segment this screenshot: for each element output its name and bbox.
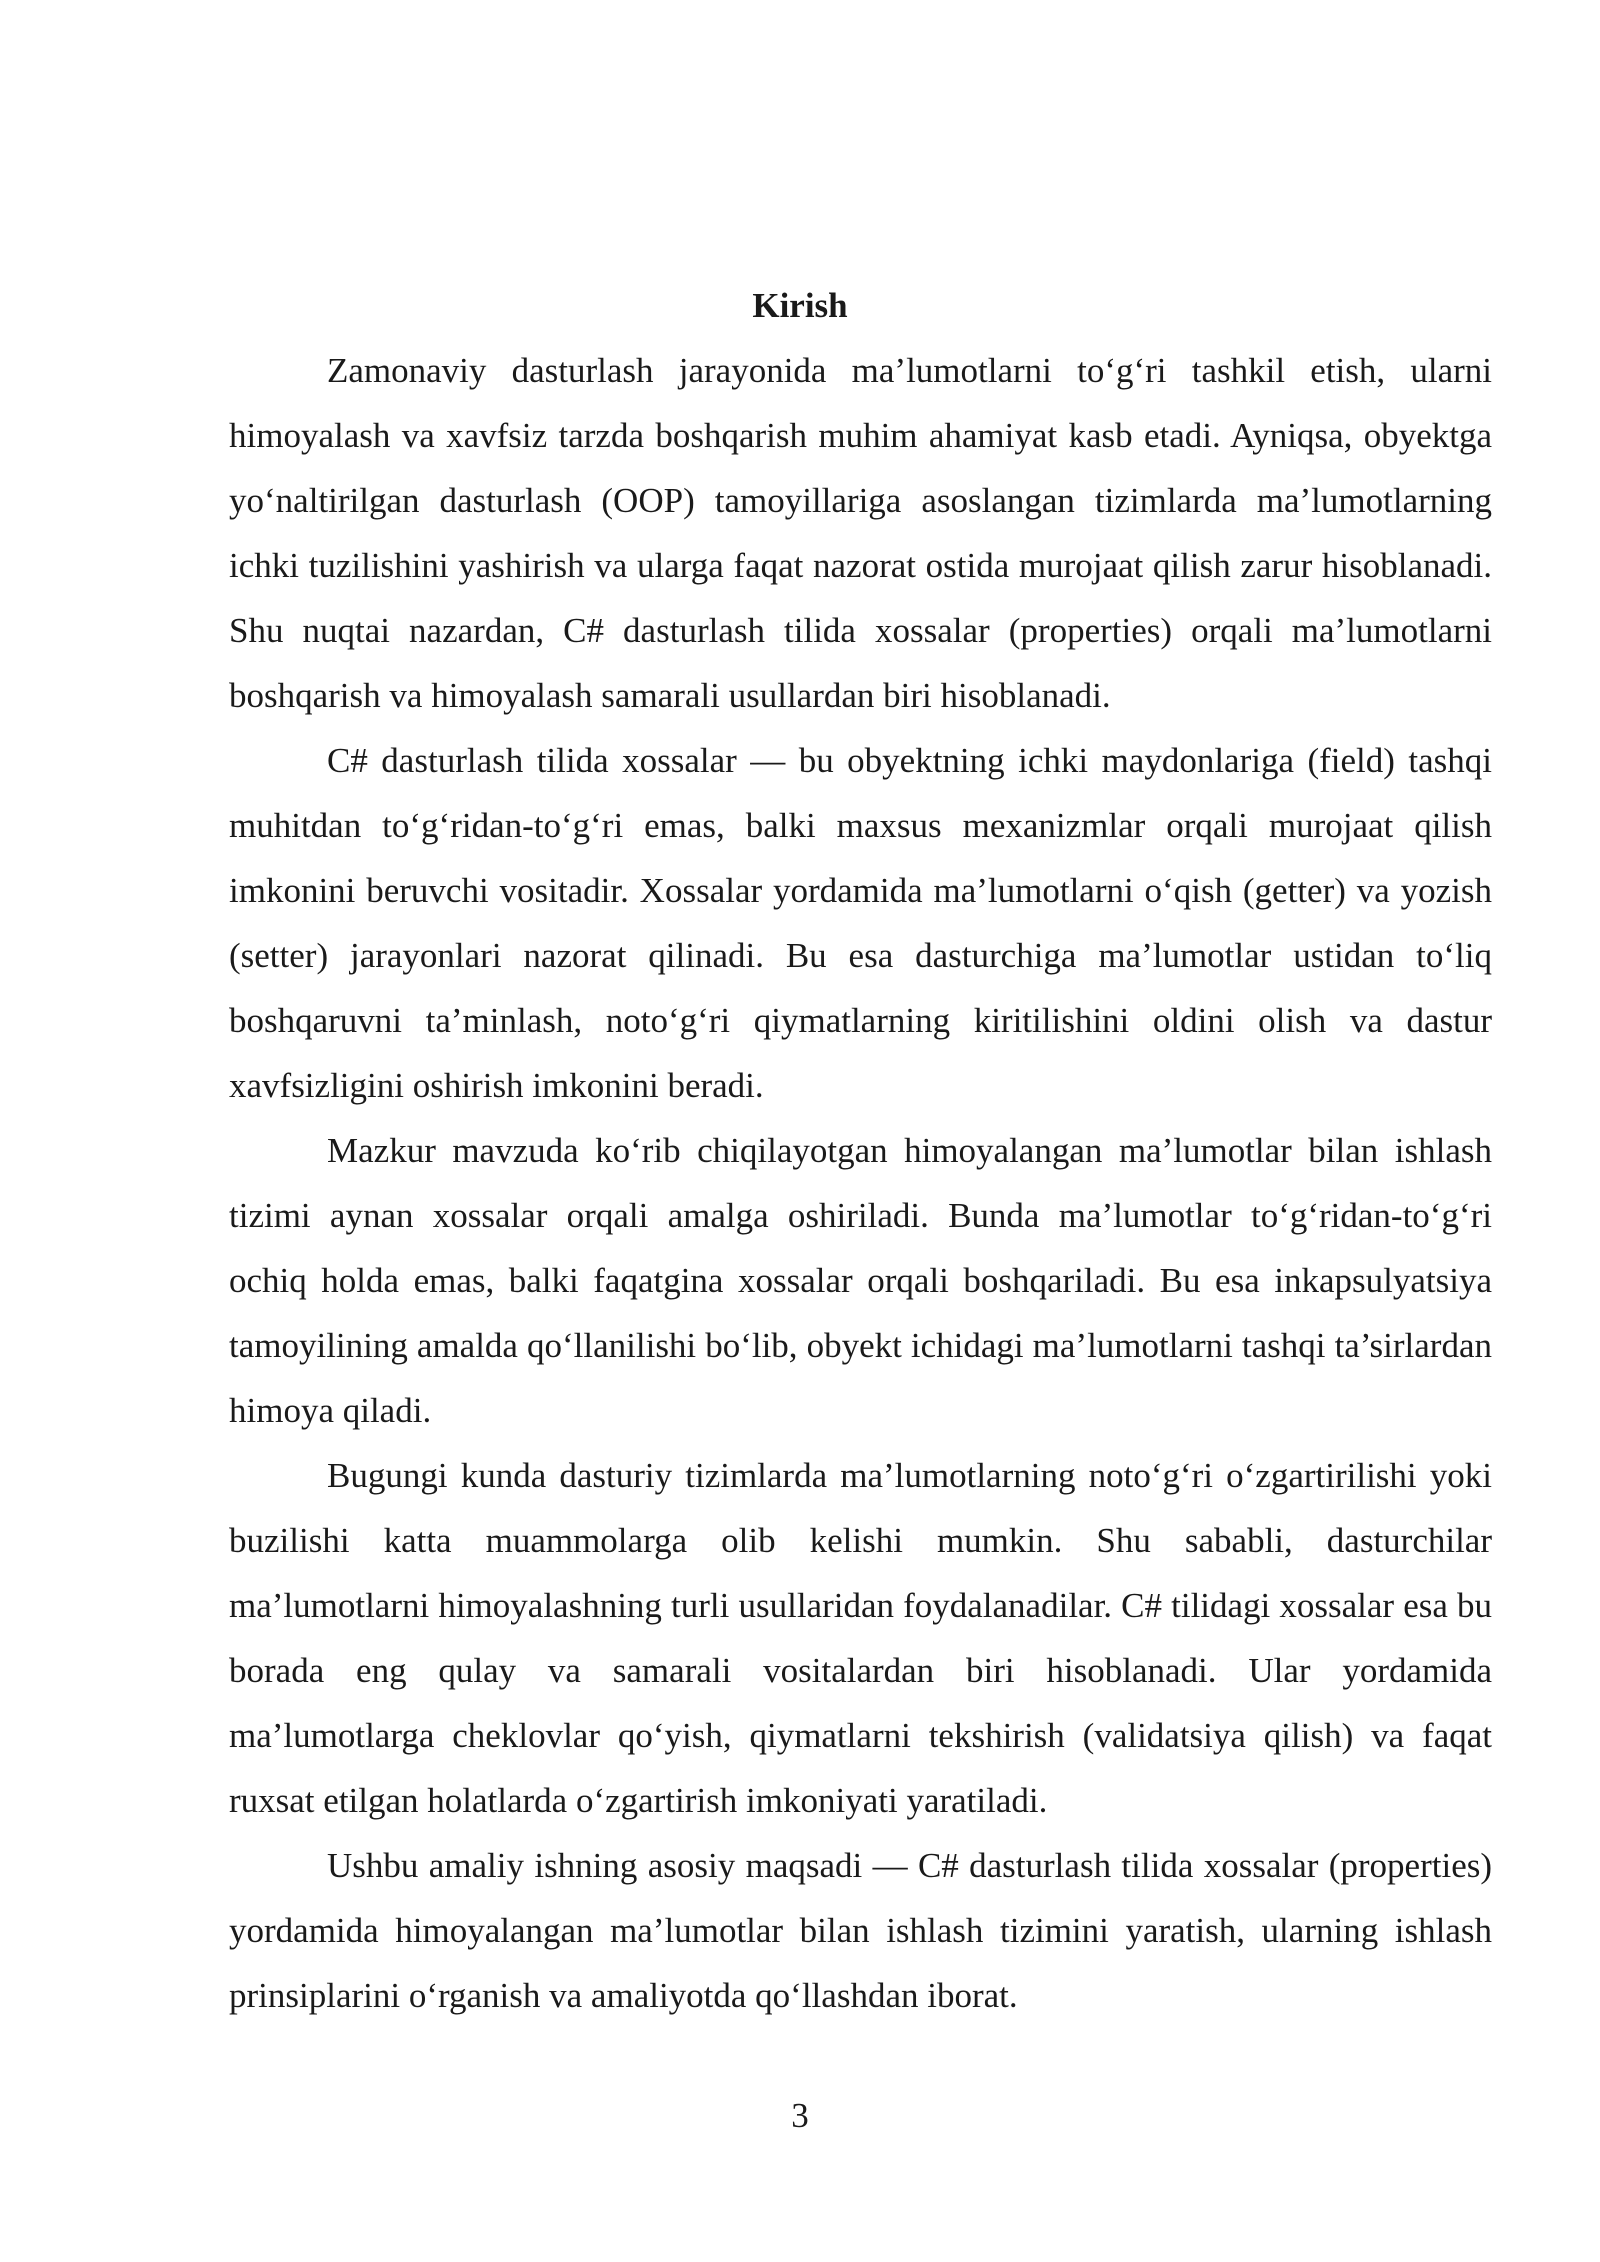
paragraph-1: Zamonaviy dasturlash jarayonida ma’lumotlarni to‘g‘ri tashkil etish, ularni himoyalash va xavfsiz tarzda boshqarish muhim ahamiyat kasb etadi. Ayniqsa, obyektga yo‘naltirilgan dasturlash (OOP) tamoyillariga asoslangan tizimlarda ma’lumotlarning ichki tuzilishini yashirish va ularga faqat nazorat ostida murojaat qilish zarur hisoblanadi. Shu nuqtai nazardan, C# dasturlash tilida xossalar (properties) orqali ma’lumotlarni boshqarish va himoyalash samarali usullardan biri hisoblanadi. (229, 351, 1492, 715)
section-title: Kirish (752, 286, 848, 325)
paragraph-4: Bugungi kunda dasturiy tizimlarda ma’lumotlarning noto‘g‘ri o‘zgartirilishi yoki buzilishi katta muammolarga olib kelishi mumkin. Shu sababli, dasturchilar ma’lumotlarni himoyalashning turli usullaridan foydalanadilar. C# tilidagi xossalar esa bu borada eng qulay va samarali vositalardan biri hisoblanadi. Ular yordamida ma’lumotlarga cheklovlar qo‘yish, qiymatlarni tekshirish (validatsiya qilish) va faqat ruxsat etilgan holatlarda o‘zgartirish imkoniyati yaratiladi. (229, 1456, 1492, 1820)
page-number: 3 (791, 2096, 809, 2135)
paragraph-3: Mazkur mavzuda ko‘rib chiqilayotgan himoyalangan ma’lumotlar bilan ishlash tizimi aynan xossalar orqali amalga oshiriladi. Bunda ma’lumotlar to‘g‘ridan-to‘g‘ri ochiq holda emas, balki faqatgina xossalar orqali boshqariladi. Bu esa inkapsulyatsiya tamoyilining amalda qo‘llanilishi bo‘lib, obyekt ichidagi ma’lumotlarni tashqi ta’sirlardan himoya qiladi. (229, 1131, 1492, 1430)
paragraph-5: Ushbu amaliy ishning asosiy maqsadi — C# dasturlash tilida xossalar (properties) yordamida himoyalangan ma’lumotlar bilan ishlash tizimini yaratish, ularning ishlash prinsiplarini o‘rganish va amaliyotda qo‘llashdan iborat. (229, 1846, 1492, 2015)
paragraph-2: C# dasturlash tilida xossalar — bu obyektning ichki maydonlariga (field) tashqi muhitdan to‘g‘ridan-to‘g‘ri emas, balki maxsus mexanizmlar orqali murojaat qilish imkonini beruvchi vositadir. Xossalar yordamida ma’lumotlarni o‘qish (getter) va yozish (setter) jarayonlari nazorat qilinadi. Bu esa dasturchiga ma’lumotlar ustidan to‘liq boshqaruvni ta’minlash, noto‘g‘ri qiymatlarning kiritilishini oldini olish va dastur xavfsizligini oshirish imkonini beradi. (229, 741, 1492, 1105)
document-body (229, 338, 1492, 2028)
